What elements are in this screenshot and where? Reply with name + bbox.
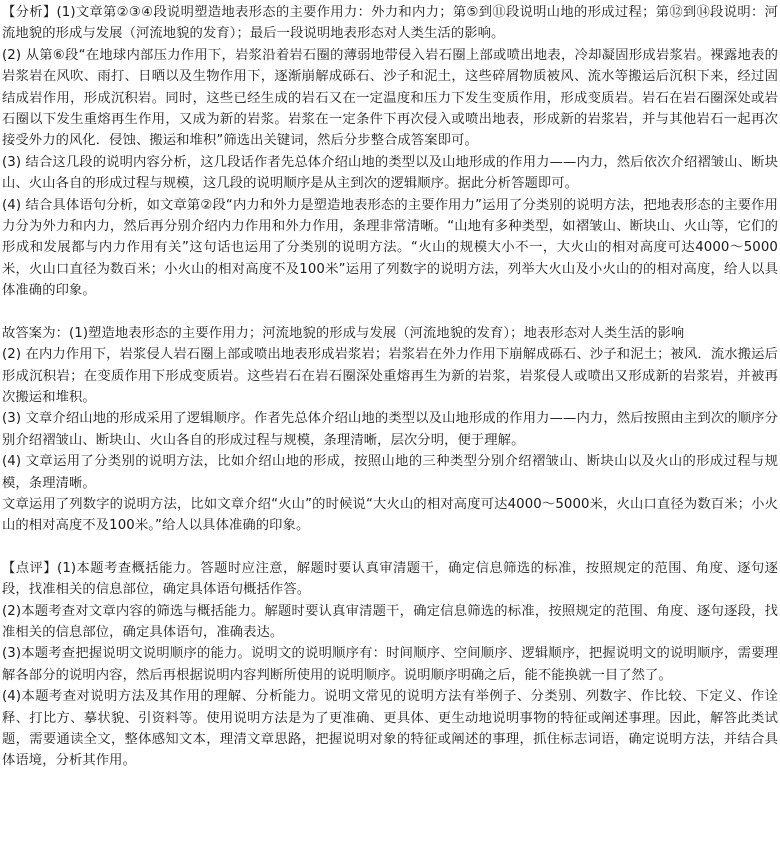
comment-paragraph-2: (2)本题考查对文章内容的筛选与概括能力。解题时要认真审清题干，确定信息筛选的标准，按照规定的范围、角度、逐句逐段，找准相关的信息部位，确定具体语句，准确表达。 [2, 603, 778, 640]
answer-paragraph-1: 故答案为：(1)塑造地表形态的主要作用力；河流地貌的形成与发展（河流地貌的发育）；地表形态对人类生活的影响 [2, 325, 685, 341]
analysis-section [2, 2, 778, 302]
answer-paragraph-3: (3) 文章介绍山地的形成采用了逻辑顺序。作者先总体介绍山地的类型以及山地形成的作用力——内力，然后按照由主到次的顺序分别介绍褶皱山、断块山、火山各自的形成过程与规模，条理清晰，层次分明，便于理解。 [2, 411, 778, 448]
comment-text-1: (1)本题考查概括能力。答题时应注意，解题时要认真审清题干，确定信息筛选的标准，按照规定的范围、角度、逐句逐段，找准相关的信息部位，确定具体语句概括作答。 [2, 560, 778, 598]
analysis-heading: 【分析】 [2, 5, 57, 20]
comment-paragraph-4: (4)本题考查对说明方法及其作用的理解、分析能力。说明文常见的说明方法有举例子、分类别、列数字、作比较、下定义、作诠释、打比方、摹状貌、引资料等。使用说明方法是为了更准确、更具体、更生动地说明事物的特征或阐述事理。因此，解答此类试题，需要通读全文，整体感知文本，理清文章思路，把握说明对象的特征或阐述的事理，抓住标志词语，确定说明方法，并结合具体语境，分析其作用。 [2, 689, 778, 769]
analysis-paragraph-4: (4) 结合具体语句分析，如文章第②段“内力和外力是塑造地表形态的主要作用力”运用了分类别的说明方法，把地表形态的主要作用力分为外力和内力，然后再分别介绍内力作用和外力作用，条理非常清晰。“山地有多种类型，如褶皱山、断块山、火山等，它们的形成和发展都与内力作用有关”这句话也运用了分类别的说明方法。“火山的规模大小不一，大火山的相对高度可达4000～5000米，火山口直径为数百米；小火山的相对高度不及100米”运用了列数字的说明方法，列举大火山及小火山的的相对高度，给人以具体准确的印象。 [2, 197, 778, 299]
analysis-paragraph-1 [2, 2, 778, 45]
analysis-paragraph-2: (2) 从第⑥段“在地球内部压力作用下，岩浆沿着岩石圈的薄弱地带侵入岩石圈上部或喷出地表，冷却凝固形成岩浆岩。裸露地表的岩浆岩在风吹、雨打、日晒以及生物作用下，逐渐崩解成砾石、沙子和泥土，这些碎屑物质被风、流水等搬运后沉积下来，经过固结成岩作用，形成沉积岩。同时，这些已经生成的岩石又在一定温度和压力下发生变质作用，形成变质岩。岩石在岩石圈深处或岩石圈以下发生重熔再生作用，又成为新的岩浆。岩浆在一定条件下再次侵入或喷出地表，形成新的岩浆岩，并与其他岩石一起再次接受外力的风化．侵蚀、搬运和堆积”筛选出关键词，然后分步整合成答案即可。 [2, 47, 778, 149]
analysis-paragraph-3: (3) 结合这几段的说明内容分析，这几段话作者先总体介绍山地的类型以及山地形成的作用力——内力，然后依次介绍褶皱山、断块山、火山各自的形成过程与规模，这几段的说明顺序是从主到次的逻辑顺序。据此分析答题即可。 [2, 154, 778, 192]
answer-paragraph-5: 文章运用了列数字的说明方法，比如文章介绍“火山”的时候说“大火山的相对高度可达4000～5000米，火山口直径为数百米；小火山的相对高度不及100米。”给人以具体准确的印象。 [2, 496, 778, 534]
section-spacer [2, 537, 778, 558]
answer-paragraph-4: (4) 文章运用了分类别的说明方法，比如介绍山地的形成，按照山地的三种类型分别介绍褶皱山、断块山以及火山的形成过程与规模，条理清晰。 [2, 454, 778, 491]
comment-paragraph-1 [2, 558, 778, 601]
comment-heading: 【点评】 [2, 560, 58, 576]
analysis-text-1: (1)文章第②③④段说明塑造地表形态的主要作用力：外力和内力；第⑤到⑪段说明山地的形成过程；第⑫到⑭段说明：河流地貌的形成与发展（河流地貌的发育）；最后一段说明地表形态对人类生活的影响。 [2, 5, 779, 42]
comment-section [2, 558, 778, 772]
section-spacer [2, 302, 778, 323]
comment-paragraph-3: (3)本题考查把握说明文说明顺序的能力。说明文的说明顺序有：时间顺序、空间顺序、逻辑顺序，把握说明文的说明顺序，需要理解各部分的说明内容，然后再根据说明内容判断所使用的说明顺序。说明顺序明确之后，能不能换就一目了然了。 [2, 646, 778, 683]
answer-section [2, 323, 778, 537]
answer-paragraph-2: (2) 在内力作用下，岩浆侵人岩石圈上部或喷出地表形成岩浆岩；岩浆岩在外力作用下崩解成砾石、沙子和泥土；被风．流水搬运后形成沉积岩；在变质作用下形成变质岩。这些岩石在岩石圈深处重熔再生为新的岩浆，岩浆侵人或喷出又形成新的岩浆岩，并被再次搬运和堆积。 [2, 347, 778, 405]
